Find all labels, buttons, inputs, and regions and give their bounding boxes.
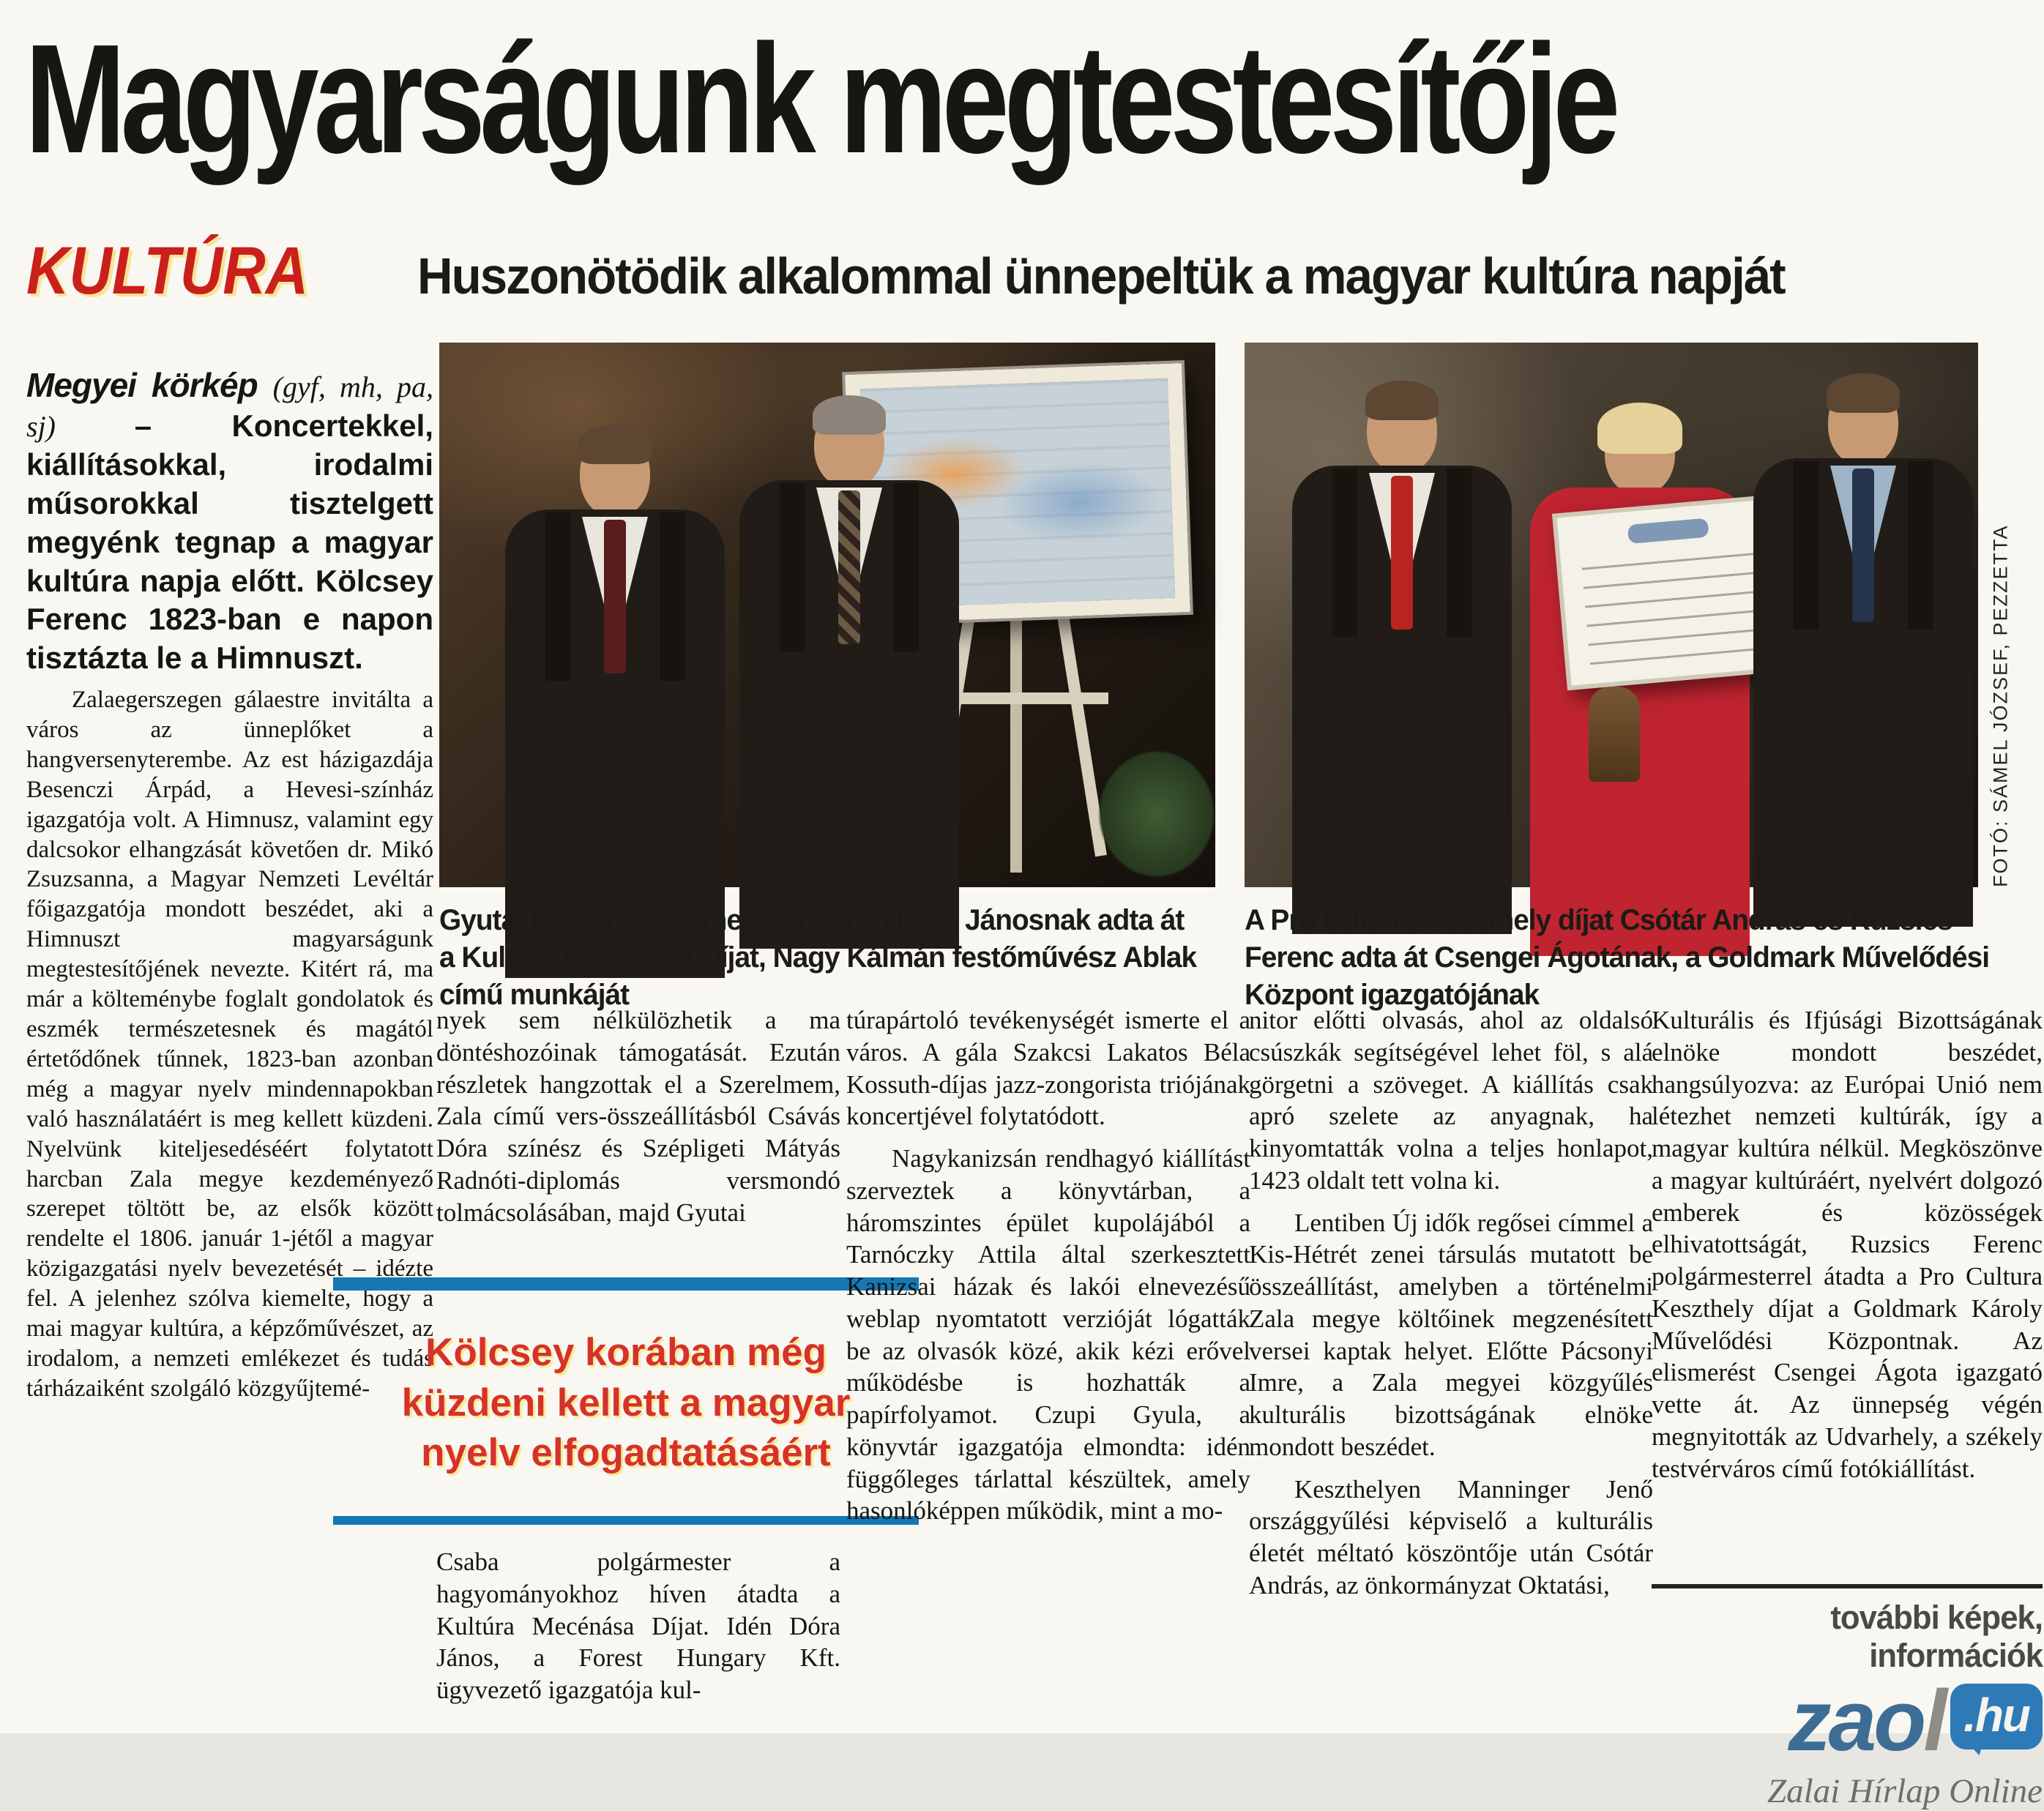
- logo-l: l: [1923, 1673, 1945, 1769]
- article-column-5: [1652, 1004, 2043, 1495]
- logo-zao: zao: [1788, 1673, 1924, 1769]
- subtitle: Huszonötödik alkalommal ünnepeltük a magyar kultúra napját: [417, 247, 1785, 305]
- paragraph: Keszthelyen Manninger Jenő országgyűlési képviselő a kulturális életét méltató köszöntője után Csótár András, az önkormányzat Oktatási,: [1249, 1474, 1653, 1599]
- paragraph: Csaba polgármester a hagyományokhoz híven átadta a Kultúra Mecénása Díjat. Idén Dóra János, a Forest Hungary Kft. ügyvezető igazgatója kul-: [436, 1547, 840, 1704]
- hair: [1365, 381, 1439, 420]
- gala-photo-right: [1245, 343, 1978, 887]
- zaol-logo: [1652, 1673, 2043, 1769]
- lead-paragraph: [26, 365, 433, 678]
- pull-quote-text: Kölcsey korában még küzdeni kellett a magyar nyelv elfogadtatásáért: [401, 1330, 851, 1475]
- logo-subtitle: Zalai Hírlap Online: [1767, 1772, 2043, 1811]
- footer: [1652, 1584, 2043, 1811]
- pull-quote-box: [333, 1277, 919, 1525]
- article-column-4: [1249, 1004, 1653, 1612]
- paragraph: Lentiben Új idők regősei címmel a Kis-Hétrét zenei társulás mutatott be összeállítást, amelyben a történelmi Zala megye költőinek megzenésített versei kaptak helyet. Előtte Pácsonyi Imre, a Zala megyei közgyűlés kulturális bizottságának elnöke mondott beszédet.: [1249, 1208, 1653, 1461]
- hair: [578, 425, 652, 464]
- section-label: KULTÚRA: [26, 234, 309, 308]
- lapel: [545, 512, 685, 681]
- paragraph: Kulturális és Ifjúsági Bizottságának elnöke mondott beszédet, hangsúlyozva: az Európai Unió nem létezhet nemzeti kultúrák, így a magyar kultúra nélkül. Megköszönve a magyar kultúráért, nyelvért dolgozó emberek és közösségek elhivatottságát, Ruzsics Ferenc polgármesterrel átadta a Pro Cultura Keszthely díjat a Goldmark Károly Művelődési Központnak. Az elismerést Csengei Ágota igazgató vette át. Az ünnepség végén megnyitották az Udvarhely, a székely testvérváros című fotókiállítást.: [1652, 1006, 2043, 1483]
- person-ruzsics: [1750, 379, 1977, 892]
- paragraph: Zalaegerszegen gálaestre invitálta a város az ünneplőket a hangversenyterembe. Az est házigazdája Besenczi Árpád, a Hevesi-színház igazgatója volt. A Himnusz, valamint egy dalcsokor elhangzását követően dr. Mikó Zsuzsanna, a Magyar Nemzeti Levéltár főigazgatója mondott beszédet, aki a Himnuszt magyarságunk megtestesítőjének nevezte. Kitért rá, ma már a költeménybe foglalt gondolatok és eszmék természetesnek és magától értetődőnek tűnnek, 1823-ban azonban még a magyar nyelv mindennapokban való használatáért is meg kellett küzdeni. Nyelvünk kiteljesedéséért folytatott harcban Zala megye kezdeményező szerepet töltött be, az elsők között rendelte el 1806. január 1-jétől a magyar közigazgatási nyelv bevezetését – idézte fel. A jelenhez szólva kiemelte, hogy a mai magyar kultúra, a képzőművészet, az irodalom, a nemzeti emlékezet és tudás tárházaiként szolgáló közgyűjtemé-: [26, 687, 433, 1402]
- certificate-seal: [1627, 518, 1709, 544]
- more-info-text: további képek, információk: [1830, 1599, 2043, 1674]
- paragraph: nitor előtti olvasás, ahol az oldalsó csúszkák segítségével lehet föl, s alá görgetni a szöveget. A kiállítás csak apró szelete az anyagnak, ha kinyomtatták volna a teljes honlapot, 1423 oldalt tett volna ki.: [1249, 1006, 1653, 1195]
- hair: [813, 395, 886, 435]
- plant: [1076, 726, 1237, 902]
- page-title: Magyarságunk megtestesítője: [25, 12, 1616, 185]
- hair: [1827, 373, 1900, 413]
- certificate-text: [1581, 545, 1769, 665]
- person-mayor: [505, 430, 725, 892]
- article-column-2-bottom: [436, 1546, 840, 1717]
- logo-tld: .hu: [1963, 1689, 2029, 1742]
- caption-left-photo: Gyutai Csaba polgármester (balról) Dóra Jánosnak adta át a Kultúra Mecénása Díjat, Nagy Kálmán festőművész Ablak című munkáját: [439, 904, 1197, 1012]
- caption-right-photo: A Pro Cultura Keszthely díjat Csótár András és Ruzsics Ferenc adta át Csengei Ágotának, a Goldmark Művelődési Központ igazgatójának: [1245, 904, 1990, 1012]
- hair: [1597, 403, 1682, 454]
- article-column-2-top: [436, 1004, 840, 1239]
- lead-signature: (gyf, mh, pa, sj): [26, 370, 433, 443]
- logo-speech-bubble-icon: [1950, 1684, 2043, 1750]
- lead-text: – Koncertekkel, kiállításokkal, irodalmi műsorokkal tisztelgett megyénk tegnap a magyar kultúra napja előtt. Kölcsey Ferenc 1823-ban e napon tisztázta le a Himnuszt.: [26, 408, 433, 676]
- kicker-row: [26, 233, 2018, 310]
- award-statuette: [1589, 687, 1640, 782]
- paragraph: Nagykanizsán rendhagyó kiállítást szerveztek a könyvtárban, a háromszintes épület kupolájából a Tarnóczky Attila által szerkesztett Kanizsai házak és lakói elnevezésű weblap nyomtatott verzióját lógatták be az olvasók közé, akik kézi erővel működésbe is hozhatták a papírfolyamot. Czupi Gyula, a könyvtár igazgatója elmondta: idén függőleges tárlattal készültek, amely hasonlóképpen működik, mint a mo-: [846, 1144, 1250, 1526]
- logo-wordmark: [1788, 1673, 1945, 1769]
- photo-credit: FOTÓ: SÁMEL JÓZSEF, PEZZETTA: [1989, 524, 2012, 887]
- lead-intro: Megyei körkép: [26, 366, 273, 404]
- paragraph: nyek sem nélkülözhetik a ma döntéshozóinak támogatását. Ezután részletek hangzottak el a Szerelmem, Zala című vers-összeállításból Csávás Dóra színész és Szépligeti Mátyás Radnóti-diplomás versmondó tolmácsolásában, majd Gyutai: [436, 1006, 840, 1227]
- lapel: [1794, 461, 1933, 630]
- article-column-3: [846, 1004, 1250, 1537]
- lapel: [780, 483, 919, 651]
- footer-divider: [1652, 1584, 2043, 1588]
- lapel: [1332, 468, 1472, 637]
- person-awardee: [732, 401, 966, 892]
- paragraph: túrapártoló tevékenységét ismerte el a város. A gála Szakcsi Lakatos Béla Kossuth-díjas jazz-zongorista triójának koncertjével folytatódott.: [846, 1006, 1250, 1131]
- person-csotar: [1288, 387, 1515, 892]
- gala-photo-left: [439, 343, 1215, 887]
